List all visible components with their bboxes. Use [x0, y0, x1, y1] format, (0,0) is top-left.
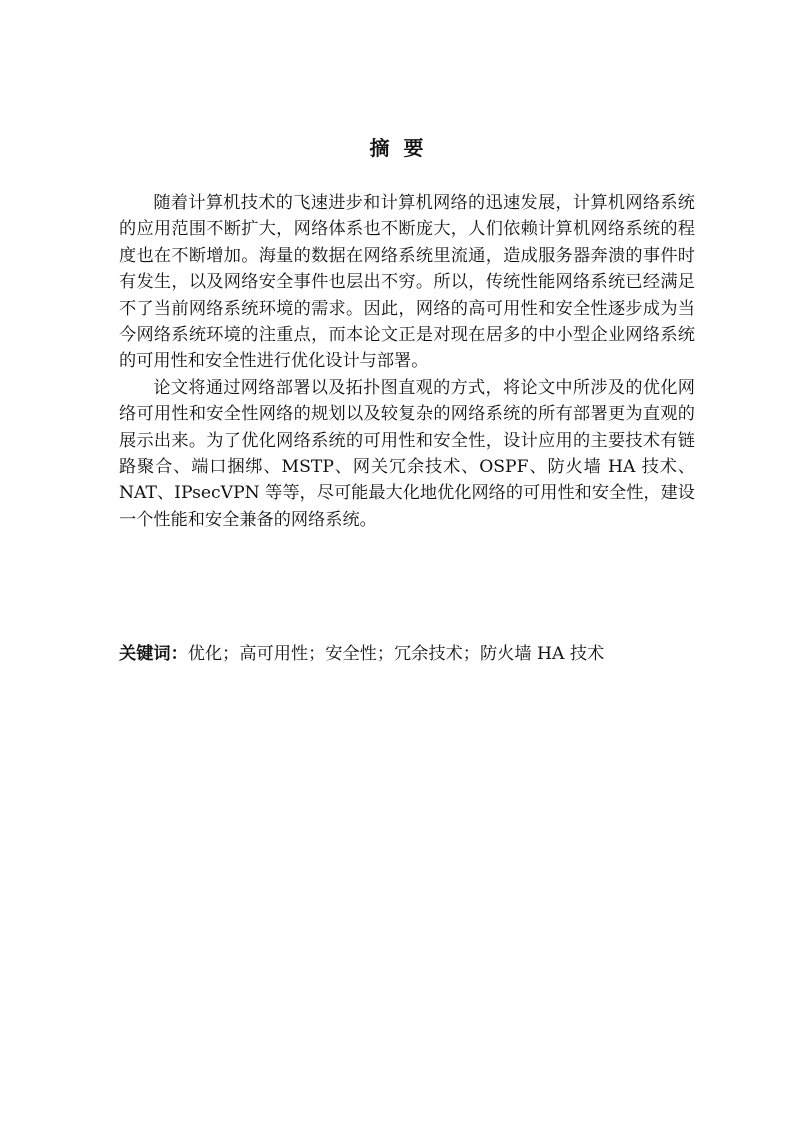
keywords-line [119, 641, 719, 667]
abstract-paragraph-2: 论文将通过网络部署以及拓扑图直观的方式，将论文中所涉及的优化网络可用性和安全性网络的规划以及较复杂的网络系统的所有部署更为直观的展示出来。为了优化网络系统的可用性和安全性，设计应用的主要技术有链路聚合、端口捆绑、MSTP、网关冗余技术、OSPF、防火墙 HA 技术、NAT、IPsecVPN 等等，尽可能最大化地优化网络的可用性和安全性，建设一个性能和安全兼备的网络系统。 [119, 377, 695, 530]
abstract-title: 摘要 [369, 136, 438, 160]
abstract-body [119, 190, 695, 533]
keywords-label: 关键词： [119, 644, 188, 664]
abstract-paragraph-1: 随着计算机技术的飞速进步和计算机网络的迅速发展，计算机网络系统的应用范围不断扩大，网络体系也不断庞大，人们依赖计算机网络系统的程度也在不断增加。海量的数据在网络系统里流通，造成服务器奔溃的事件时有发生，以及网络安全事件也层出不穷。所以，传统性能网络系统已经满足不了当前网络系统环境的需求。因此，网络的高可用性和安全性逐步成为当今网络系统环境的注重点，而本论文正是对现在居多的中小型企业网络系统的可用性和安全性进行优化设计与部署。 [119, 193, 695, 372]
keywords-text: 优化；高可用性；安全性；冗余技术；防火墙 HA 技术 [187, 644, 605, 664]
